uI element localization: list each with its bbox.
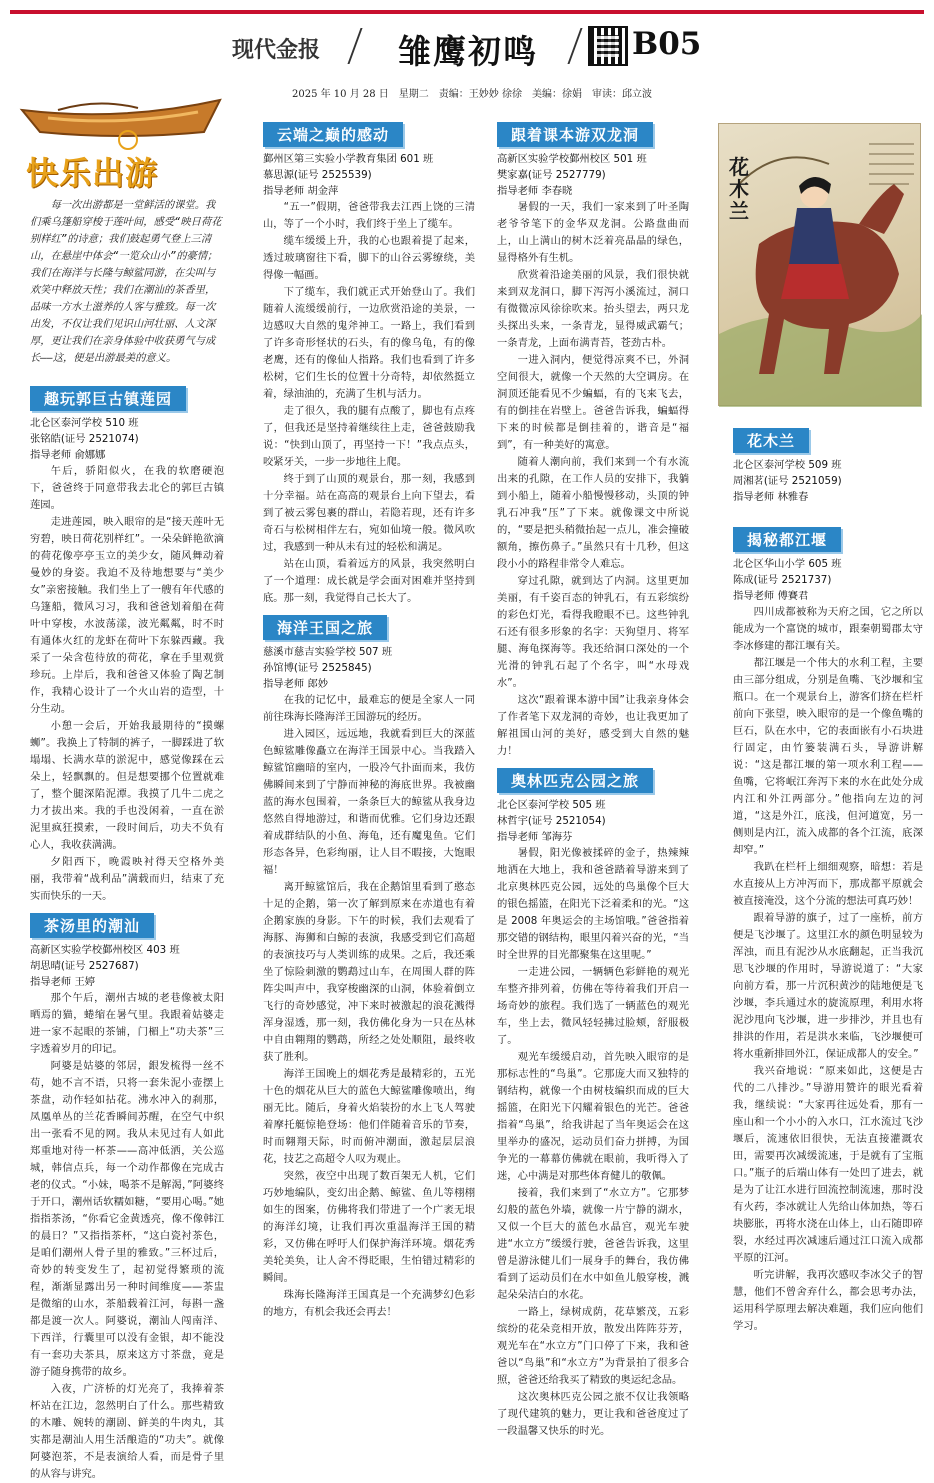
paragraph: 我兴奋地说：“原来如此，这便是古代的二八排沙。”导游用赞许的眼光看着我，继续说：“大家再往远处看，那有一座山和一个小小的入水口，江水流过飞沙堰后，流速依旧很快，无法直接灌溉农田，需要再次减缓流速，于是就有了宝瓶口。”瓶子的后端山体有一处凹了进去，就是为了让江水进行回流控制流速，那时没有火药，李冰就让人先给山体加热，等石块膨胀，再将水浇在山体上，山石随即碎裂，水经过再次减速后通过江口流入成都平原的江河。 bbox=[733, 1065, 923, 1264]
article-teacher: 指导老师 林雅春 bbox=[733, 491, 809, 503]
paragraph: 午后，骄阳似火，在我的软磨硬泡下，爸爸终于同意带我去北仑的郭巨古镇莲园。 bbox=[30, 465, 224, 511]
paragraph: 走了很久，我的腿有点酸了，脚也有点疼了，但我还是坚持着继续往上走，爸爸鼓励我说：“快到山顶了，再坚持一下！”我点点头，咬紧牙关，一步一步地往上爬。 bbox=[263, 405, 475, 468]
article-title: 茶汤里的潮汕 bbox=[30, 913, 154, 938]
article-school: 鄞州区第三实验小学教育集团 601 班 bbox=[263, 153, 434, 165]
paragraph: 都江堰是一个伟大的水利工程，主要由三部分组成，分别是鱼嘴、飞沙堰和宝瓶口。在一个观景台上，游客们挤在栏杆前向下张望，映入眼帘的是一个像鱼嘴的巨石，队在水中，它的表面嵌有小石块进行固定，由竹篓装满石头，导游讲解说：“这是都江堰的第一项水利工程——鱼嘴，它将岷江奔泻下来的水在此处分成内江和外江两部分。”他指向左边的河道，“这是外江，底浅，但河道宽，另一侧则是内江，流入成都的各个江流，底深却窄。” bbox=[733, 657, 923, 856]
svg-text:花: 花 bbox=[729, 155, 749, 179]
paragraph: 走进莲园，映入眼帘的是“接天莲叶无穷碧，映日荷花别样红”。一朵朵鲜艳欲滴的荷花像亭亭玉立的美少女，随风舞动着曼妙的身姿。我迫不及待地想要与“美少女”亲密接触。我们坐上了一艘有年代感的乌篷船，微风习习，我和爸爸划着船在荷叶中穿梭，水波荡漾，波光粼粼，时不时有通体火红的龙虾在荷叶下东躲西藏。我采了一朵含苞待放的荷花，拿在手里观赏珍玩。上岸后，我和爸爸又体验了陶艺制作，我精心设计了一个火山岩的造型，十分生动。 bbox=[30, 516, 224, 715]
paragraph: 进入园区，远远地，我就看到巨大的深蓝色鲸鲨雕像矗立在海洋王国景中心。当我踏入鲸鲨馆幽暗的室内，一股冷气扑面而来，我仿佛瞬间来到了宁静而神秘的海底世界。我被幽蓝的海水包围着，一条条巨大的鲸鲨从我身边悠然自得地游过，和谐而优雅。它们身边还跟着成群结队的小鱼、海龟，还有魔鬼鱼。它们形态各异，色彩绚丽，让人目不暇接，大饱眼福！ bbox=[263, 728, 475, 876]
hua-mulan-painting bbox=[718, 123, 921, 406]
paragraph: 珠海长隆海洋王国真是一个充满梦幻色彩的地方，有机会我还会再去！ bbox=[263, 1289, 475, 1318]
article-teacher: 指导老师 俞娜娜 bbox=[30, 449, 106, 461]
paragraph: 听完讲解，我再次感叹李冰父子的智慧，他们不曾舍弃什么，都会思考办法，运用科学原理去解决难题，我们应向他们学习。 bbox=[733, 1269, 923, 1332]
article-author: 胡思晴(证号 2527687) bbox=[30, 960, 139, 972]
column-intro: 每一次出游都是一堂鲜活的课堂。我们乘乌篷船穿梭于莲叶间，感受“映日荷花别样红”的诗意；我们鼓起勇气登上三清山，在悬崖中体会“一览众山小”的豪情；我们在海洋与长隆与鲸鲨同游，在尖叫与欢笑中释放天性；我们在潮汕的茶香里，品味一方水土滋养的人客与雅致。每一次出发，不仅让我们见识山河壮丽、人文深厚，更让我们在亲身体验中收获勇气与成长——这，便是出游最美的意义。 bbox=[30, 199, 222, 364]
paragraph: 四川成都被称为天府之国，它之所以能成为一个富饶的城市，跟秦朝蜀郡太守李冰修建的都江堰有关。 bbox=[733, 606, 923, 652]
paragraph: 一路上，绿树成荫，花草繁茂，五彩缤纷的花朵竞相开放，散发出阵阵芬芳，观光车在“水立方”门口停了下来，我和爸爸以“鸟巢”和“水立方”为背景拍了很多合照，爸爸还给我买了精致的奥运纪念品。 bbox=[497, 1306, 689, 1386]
paragraph: 阿婆是姑婆的邻居，銀发梳得一丝不苟，她不言不语，只将一套朱泥小壶摆上茶盘，动作轻如拈花。沸水冲入的刹那，凤凰单丛的兰花香瞬间苏醒，在空气中织出一张看不见的网。我从未见过有人如此郑重地对待一杯茶——高冲低洒，关公巡城，韩信点兵，每一个动作都像在完成古老的仪式。“小妹，喝茶不是解渴，”阿婆终于开口，潮州话软糯如糖，“要用心喝。”她指指茶汤，“你看它金黄透亮，像不像韩江的晨日？”又指指茶杯，“这白瓷衬茶色，是咱们潮州人骨子里的雅致。”三杯过后，奇妙的转变发生了，起初觉得繁琐的流程，渐渐显露出另一种时间维度——茶盅是微缩的山水，茶船载着江河，每斟一盏都是渡一次人。阿婆说，潮汕人闯南洋、下西洋，行囊里可以没有金银，却不能没有一套功夫茶具，原来这方寸茶盘，竟是游子随身携带的故乡。 bbox=[30, 1060, 224, 1378]
article-teacher: 指导老师 胡金萍 bbox=[263, 185, 339, 197]
paragraph: “五一”假期，爸爸带我去江西上饶的三清山，等了一个小时，我们终于坐上了缆车。 bbox=[263, 201, 475, 230]
paragraph: 缆车缓缓上升，我的心也跟着提了起来，透过玻璃窗往下看，脚下的山谷云雾缭绕，美得像一幅画。 bbox=[263, 235, 475, 281]
article-teacher: 指导老师 李春晓 bbox=[497, 185, 573, 197]
paragraph: 这次“跟着课本游中国”让我亲身体会了作者笔下双龙洞的奇妙，也让我更加了解祖国山河的美好，感受到大自然的魅力！ bbox=[497, 694, 689, 757]
article-title: 花木兰 bbox=[733, 428, 809, 453]
section-title: 雏鹰初鸣 bbox=[398, 32, 538, 71]
issue-meta: 2025 年 10 月 28 日 星期二 责编：王妙妙 徐徐 美编：徐娟 审读：邱立波 bbox=[292, 89, 652, 100]
article bbox=[733, 525, 923, 1335]
paragraph: 小憩一会后，开始我最期待的“摸螺蛳”。我换上了特制的裤子，一脚踩进了软塌塌、长满水草的淤泥中，感觉像踩在云朵上，轻飘飘的。但是想要挪个位置就难了，整个腿深陷泥潭。我摸了几牛二虎之力才拔出来。我的手也没闲着，一直在淤泥里疯狂摸索，一段时间后，功夫不负有心人，我收获满满。 bbox=[30, 720, 224, 851]
article bbox=[263, 120, 475, 607]
paragraph: 我趴在栏杆上细细观察，暗想：若是水直接从上方冲泻而下，那成都平原就会被直接淹没，这个分流的想法可真巧妙！ bbox=[733, 861, 923, 907]
column-3 bbox=[497, 120, 689, 1470]
article-author: 慕思源(证号 2525539) bbox=[263, 169, 372, 181]
paragraph: 暑假，阳光像被揉碎的金子，热辣辣地洒在大地上，我和爸爸踏着导游来到了北京奥林匹克公园，远处的鸟巢像个巨大的银色摇篮，在阳光下泛着柔和的光。“这是 2008 年奥运会的主场馆哦。”爸爸指着那交错的钢结构，眼里闪着兴奋的光，“当时全世界的目光都聚集在这里呢。” bbox=[497, 847, 689, 961]
article-author: 孙馆博(证号 2525845) bbox=[263, 662, 372, 674]
paragraph: 暑假的一天，我们一家来到了叶圣陶老爷爷笔下的金华双龙洞。公路盘曲而上，山上满山的树木泛着亮晶晶的绿色，显得格外有生机。 bbox=[497, 201, 689, 264]
article-school: 高新区实验学校鄞州校区 403 班 bbox=[30, 944, 180, 956]
article bbox=[497, 120, 689, 760]
article-title: 海洋王国之旅 bbox=[263, 615, 387, 640]
painting-illustration bbox=[719, 124, 922, 407]
paragraph: 欣赏着沿途美丽的风景，我们很快就来到双龙洞口，脚下泻泻小溪流过，洞口有微微凉风徐徐吹来。抬头望去，两只龙头探出头来，一条青龙，显得威武霸气；一条青龙，上面布满青苔，苍劲古朴。 bbox=[497, 269, 689, 349]
sun-icon bbox=[118, 130, 138, 150]
qr-code-icon bbox=[588, 26, 628, 66]
paragraph: 跟着导游的旗子，过了一座桥，前方便是飞沙堰了。这里江水的颜色明显较为浑浊，而且有泥沙从水底翻起，正当我沉思飞沙堰的作用时，导游说道了：“大家向前方看，那一片沉积黄沙的陆地便是飞沙堰，李兵通过水的旋流原理，利用水将泥沙甩向飞沙堰，进一步排沙，并且也有排洪的作用，若是洪水来临，飞沙堰便可将水重新排回外江，保证成都人的安全。” bbox=[733, 912, 923, 1060]
paragraph: 夕阳西下，晚霞映衬得天空格外美丽，我带着“战利品”满载而归，结束了充实而快乐的一天。 bbox=[30, 856, 224, 902]
article-school: 北仑区泰河学校 505 班 bbox=[497, 799, 606, 811]
article-title: 趣玩郭巨古镇莲园 bbox=[30, 386, 186, 411]
article-title: 奥林匹克公园之旅 bbox=[497, 768, 653, 793]
paragraph: 下了缆车，我们就正式开始登山了。我们随着人流缓缓前行，一边欣赏沿途的美景，一边感叹大自然的鬼斧神工。一路上，我们看到了许多奇形怪状的石头，有的像乌龟，有的像老鹰，还有的像仙人指路。我们也看到了许多松树，它们生长的位置十分奇特，却依然挺立着，绿油油的，充满了生机与活力。 bbox=[263, 286, 475, 400]
paragraph: 这次奥林匹克公园之旅不仅让我领略了现代建筑的魅力，更让我和爸爸度过了一段温馨又快乐的时光。 bbox=[497, 1391, 689, 1437]
article-author: 樊家嘉(证号 2527779) bbox=[497, 169, 606, 181]
paper-name: 现代金报 bbox=[232, 37, 321, 63]
svg-text:兰: 兰 bbox=[729, 199, 749, 223]
article bbox=[30, 911, 224, 1483]
paragraph: 那个午后，潮州古城的老巷像被太阳晒焉的猫，蜷缩在暑气里。我跟着姑婆走进一家不起眼的茶铺，门楣上“功夫茶”三字透着岁月的印记。 bbox=[30, 992, 224, 1055]
paragraph: 站在山顶，看着远方的风景，我突然明白了一个道理：成长就是学会面对困难并坚持到底。那一刻，我觉得自己长大了。 bbox=[263, 558, 475, 604]
article-author: 林哲宇(证号 2521054) bbox=[497, 815, 606, 827]
paragraph: 入夜，广济桥的灯光亮了，我捧着茶杯站在江边，忽然明白了什么。那些精致的木雕、婉转的潮剧、鲜美的牛肉丸，其实都是潮汕人用生活酿造的“功夫”。就像阿婆泡茶，不是表演给人看，而是骨子里的从容与讲究。 bbox=[30, 1383, 224, 1480]
column-4 bbox=[733, 426, 923, 1470]
article-school: 北仑区华山小学 605 班 bbox=[733, 558, 842, 570]
paragraph: 接着，我们来到了“水立方”。它那梦幻般的蓝色外墙，就像一片宁静的湖水，又似一个巨大的蓝色水晶宫，观光车驶进“水立方”缓缓行驶，爸爸告诉我，这里曾是游泳健儿们一展身手的舞台，我仿佛看到了运动员们在水中如鱼儿般穿梭，溅起朵朵洁白的水花。 bbox=[497, 1187, 689, 1301]
column-1 bbox=[30, 384, 224, 1480]
article-school: 慈溪市慈吉实验学校 507 班 bbox=[263, 646, 393, 658]
paragraph: 穿过孔隙，就到达了内洞。这里更加美丽，有千姿百态的钟乳石，有五彩缤纷的彩色灯光，看得我瞪眼不已。这些钟乳石还有很多形象的名字：天狗望月、将军腿、海龟探海等。我还给洞口深处的一个光滑的钟乳石起了个名字，叫“水母戏水”。 bbox=[497, 575, 689, 689]
paragraph: 观光车缓缓启动，首先映入眼帘的是那标志性的“鸟巢”。它那庞大而又独特的钢结构，就像一个由树枝编织而成的巨大摇篮，在阳光下闪耀着银色的光芒。爸爸指着“鸟巢”，给我讲起了当年奥运会在这里举办的盛况，运动员们奋力拼搏，为国争光的一幕幕仿佛就在眼前，我听得入了迷，心中满是对那些体育健儿的敬佩。 bbox=[497, 1051, 689, 1182]
header-divider bbox=[347, 28, 362, 64]
article-title: 云端之巅的感动 bbox=[263, 122, 403, 147]
article-school: 北仑区泰河学校 510 班 bbox=[30, 417, 139, 429]
paragraph: 海洋王国晚上的烟花秀是最精彩的，五光十色的烟花从巨大的蓝色大鲸鲨雕像喷出，绚丽无比。随后，身着火焰装扮的水上飞人驾驶着摩托艇惊艳登场：他们伴随着音乐的节奏，时而翱翔天际，时而俯冲潮面，激起层层浪花，技艺之高超令人叹为观止。 bbox=[263, 1068, 475, 1165]
article-author: 周湘茗(证号 2521059) bbox=[733, 475, 842, 487]
paragraph: 一走进公园，一辆辆色彩鲜艳的观光车整齐排列着，仿佛在等待着我们开启一场奇妙的旅程。我们选了一辆蓝色的观光车，坐上去，微风轻轻拂过脸颊，舒服极了。 bbox=[497, 966, 689, 1046]
header-divider bbox=[567, 28, 582, 64]
column-logo: 快乐出游 bbox=[26, 154, 159, 192]
article-teacher: 指导老师 郎妙 bbox=[263, 678, 329, 690]
column-2 bbox=[263, 120, 475, 1470]
article bbox=[497, 766, 689, 1440]
paragraph: 离开鲸鲨馆后，我在企鹅馆里看到了憨态十足的企鹅，第一次了解到原来在赤道也有着企鹅家族的身影。下午的时候，我们去观看了海豚、海狮和白鲸的表演，我感受到它们高超的表演技巧与人类训练的成果。之后，我还乘坐了惊险刺激的鹦鹉过山车，在周围人群的阵阵尖叫声中，我穿梭幽深的山洞，体验着倒立飞行的奇妙感觉，冲下来时被激起的浪花溅得浑身湿透，那一刻，我仿佛化身为一只在丛林中自由翱翔的鹦鹉，所经之处处顺阻，最终收获了胜利。 bbox=[263, 881, 475, 1063]
article bbox=[30, 384, 224, 905]
page-number: B05 bbox=[632, 26, 702, 62]
paragraph: 一进入洞内，便觉得凉爽不已，外洞空间很大，就像一个天然的大空调房。在洞顶还能看见不少蝙蝠，有的飞来飞去，有的倒挂在岩壁上。爸爸告诉我，蝙蝠得下来的时候都是倒挂着的，谐音是“福到”，有一种美好的寓意。 bbox=[497, 354, 689, 451]
article-teacher: 指导老师 王婷 bbox=[30, 976, 96, 988]
paragraph: 终于到了山顶的观景台，那一刻，我感到十分幸福。站在高高的观景台上向下望去，看到了被云雾包裹的群山，若隐若现，还有许多奇石与松树相伴左右，宛如仙境一般。微风吹过，我感到一种从未有过的轻松和满足。 bbox=[263, 473, 475, 553]
article bbox=[733, 426, 923, 505]
article bbox=[263, 613, 475, 1321]
article-title: 揭秘都江堰 bbox=[733, 527, 841, 552]
svg-text:木: 木 bbox=[729, 177, 749, 201]
paragraph: 突然，夜空中出现了数百架无人机，它们巧妙地编队，变幻出企鹅、鲸鲨、鱼儿等栩栩如生的图案，仿佛将我们带进了一个广袤无垠的海洋幻境，让我们再次重温海洋王国的精彩，又仿佛在呼吁人们保护海洋环境。烟花秀美轮美奂，让人舍不得眨眼，生怕错过精彩的瞬间。 bbox=[263, 1170, 475, 1284]
paragraph: 在我的记忆中，最难忘的便是全家人一同前往珠海长隆海洋王国游玩的经历。 bbox=[263, 694, 475, 723]
article-school: 北仑区泰河学校 509 班 bbox=[733, 459, 842, 471]
article-teacher: 指导老师 傅賽君 bbox=[733, 590, 809, 602]
article-school: 高新区实验学校鄞州校区 501 班 bbox=[497, 153, 647, 165]
article-author: 陈成(证号 2521737) bbox=[733, 574, 832, 586]
article-title: 跟着课本游双龙洞 bbox=[497, 122, 653, 147]
top-red-rule bbox=[10, 10, 924, 14]
article-author: 张铭皓(证号 2521074) bbox=[30, 433, 139, 445]
article-teacher: 指导老师 邹海芬 bbox=[497, 831, 573, 843]
paragraph: 随着人潮向前，我们来到一个有水流出来的孔隙，在工作人员的安排下，我躺到小船上，随着小船慢慢移动，头顶的钟乳石冲我“压”了下来。就像课文中所说的，“要是把头稍微抬起一点儿，准会撞破额角，擦伤鼻子。”虽然只有十几秒，但这段小小的路程非常令人难忘。 bbox=[497, 456, 689, 570]
